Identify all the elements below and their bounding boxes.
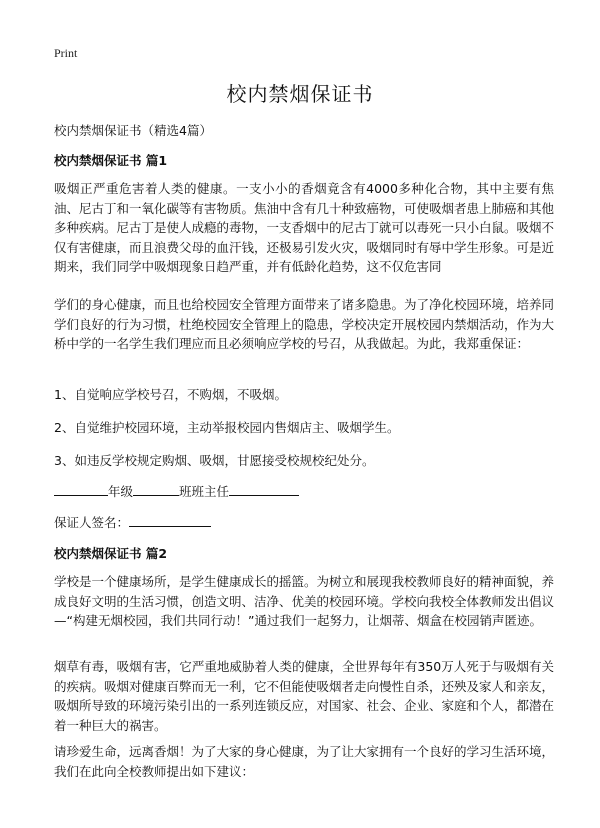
section-2-paragraph-1: 学校是一个健康场所，是学生健康成长的摇篮。为树立和展现我校教师良好的精神面貌，养成良好文明的生活习惯，创造文明、洁净、优美的校园环境。学校向我校全体教师发出倡议—“构建无烟校园，我们共同行动！”通过我们一起努力，让烟蒂、烟盒在校园销声匿迹。	[54, 574, 555, 628]
signer-line	[54, 513, 211, 531]
pledge-item-1: 1、自觉响应学校号召，不购烟，不吸烟。	[54, 387, 287, 402]
section-2-paragraph-3: 请珍爱生命，远离香烟！为了大家的身心健康，为了让大家拥有一个良好的学习生活环境，我们在此向全校教师提出如下建议：	[54, 744, 555, 779]
class-teacher-label: 班班主任	[179, 484, 230, 499]
section-1-paragraph-2: 学们的身心健康，而且也给校园安全管理方面带来了诸多隐患。为了净化校园环境，培养同学们良好的行为习惯，杜绝校园安全管理上的隐患，学校决定开展校园内禁烟活动，作为大桥中学的一名学生我们理应而且必须响应学校的号召，从我做起。为此，我郑重保证：	[54, 297, 555, 351]
grade-class-line	[54, 482, 299, 500]
pledge-item-3: 3、如违反学校规定购烟、吸烟，甘愿接受校规校纪处分。	[54, 453, 375, 468]
grade-label: 年级	[108, 484, 134, 499]
section-2-heading: 校内禁烟保证书 篇2	[54, 546, 168, 561]
print-link[interactable]: Print	[54, 46, 78, 60]
document-subtitle: 校内禁烟保证书（精选4篇）	[54, 123, 212, 138]
section-1-paragraph-1: 吸烟正严重危害着人类的健康。一支小小的香烟竟含有4000多种化合物，其中主要有焦油、尼古丁和一氧化碳等有害物质。焦油中含有几十种致癌物，可使吸烟者患上肺癌和其他多种疾病。尼古丁是使人成瘾的毒物，一支香烟中的尼古丁就可以毒死一只小白鼠。吸烟不仅有害健康，而且浪费父母的血汗钱，还极易引发火灾，吸烟同时有辱中学生形象。可是近期来，我们同学中吸烟现象日趋严重，并有低龄化趋势，这不仅危害同	[54, 181, 555, 274]
section-1-heading: 校内禁烟保证书 篇1	[54, 153, 168, 168]
signer-blank	[129, 513, 211, 527]
class-blank	[133, 482, 179, 496]
teacher-blank	[229, 482, 299, 496]
section-2-paragraph-2: 烟草有毒，吸烟有害，它严重地威胁着人类的健康，全世界每年有350万人死于与吸烟有关的疾病。吸烟对健康百弊而无一利，它不但能使吸烟者走向慢性自杀，还殃及家人和亲友，吸烟所导致的环境污染引出的一系列连锁反应，对国家、社会、企业、家庭和个人，都潜在着一种巨大的祸害。	[54, 659, 555, 733]
signer-label: 保证人签名：	[54, 515, 130, 530]
document-title: 校内禁烟保证书	[226, 82, 374, 106]
pledge-item-2: 2、自觉维护校园环境，主动举报校园内售烟店主、吸烟学生。	[54, 420, 400, 435]
grade-blank	[54, 482, 108, 496]
